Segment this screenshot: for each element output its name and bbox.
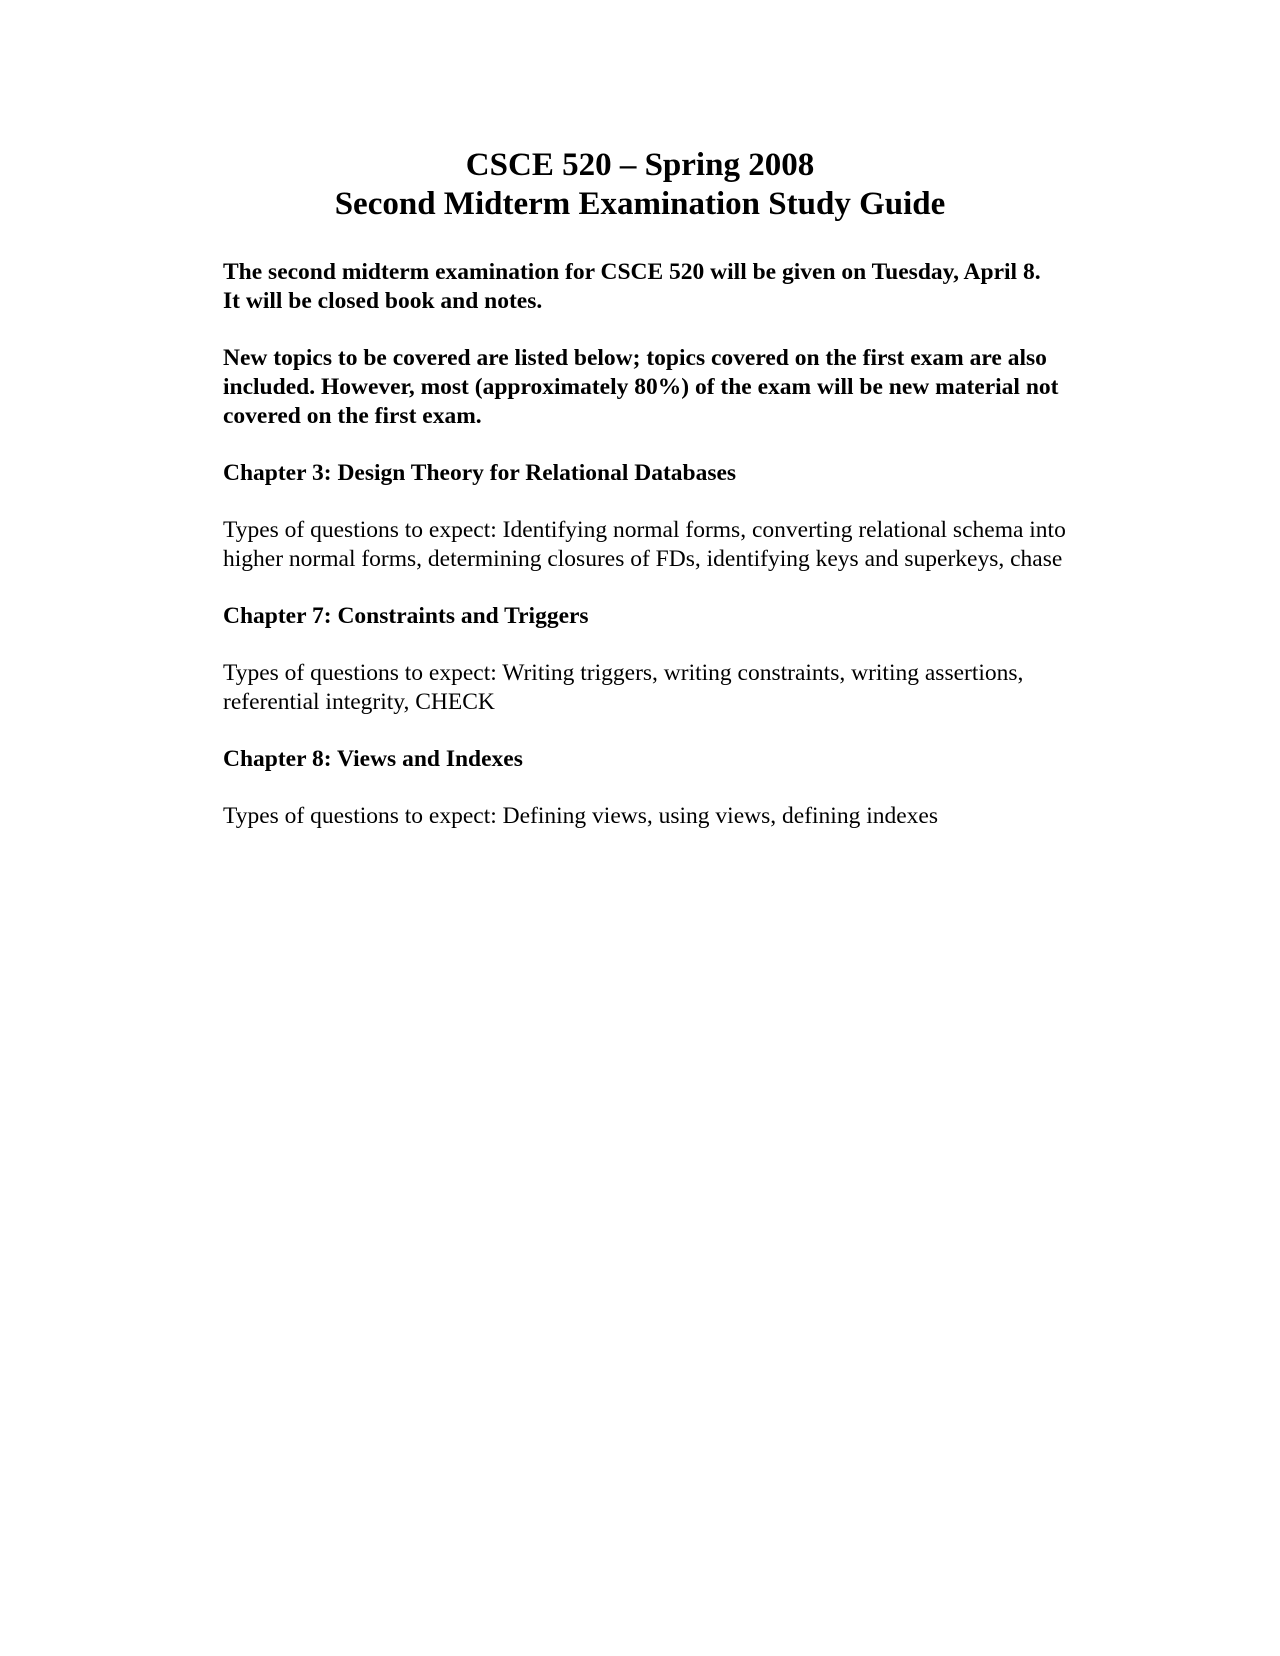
- topics-note-line: New topics to be covered are listed below; topics covered on the first exam are also: [223, 345, 1047, 371]
- title-line-guide: Second Midterm Examination Study Guide: [334, 186, 946, 222]
- chapter-8-questions: [223, 802, 1123, 831]
- topics-note-paragraph: [223, 344, 1123, 431]
- document-title: [0, 146, 1280, 224]
- topics-note-line: covered on the first exam.: [223, 403, 482, 429]
- chapter-8-heading: Chapter 8: Views and Indexes: [223, 746, 523, 772]
- title-line-course: CSCE 520 – Spring 2008: [465, 147, 815, 183]
- chapter-8-questions-line: Types of questions to expect: Defining views, using views, defining indexes: [223, 803, 938, 829]
- chapter-3-questions-line: Types of questions to expect: Identifying normal forms, converting relational schema into: [223, 517, 1066, 543]
- intro-line: It will be closed book and notes.: [223, 288, 543, 314]
- chapter-7-questions-line: Types of questions to expect: Writing triggers, writing constraints, writing assertions,: [223, 660, 1024, 686]
- chapter-3-heading: Chapter 3: Design Theory for Relational Databases: [223, 460, 737, 486]
- chapter-7-questions: [223, 659, 1123, 717]
- document-body: [223, 258, 1123, 859]
- chapter-3-questions: [223, 516, 1123, 574]
- intro-line: The second midterm examination for CSCE 520 will be given on Tuesday, April 8.: [223, 259, 1041, 285]
- intro-paragraph: [223, 258, 1123, 316]
- chapter-7-heading: Chapter 7: Constraints and Triggers: [223, 603, 589, 629]
- chapter-3-questions-line: higher normal forms, determining closures of FDs, identifying keys and superkeys, chase: [223, 546, 1063, 572]
- chapter-7-questions-line: referential integrity, CHECK: [223, 689, 495, 715]
- topics-note-line: included. However, most (approximately 80%) of the exam will be new material not: [223, 374, 1059, 400]
